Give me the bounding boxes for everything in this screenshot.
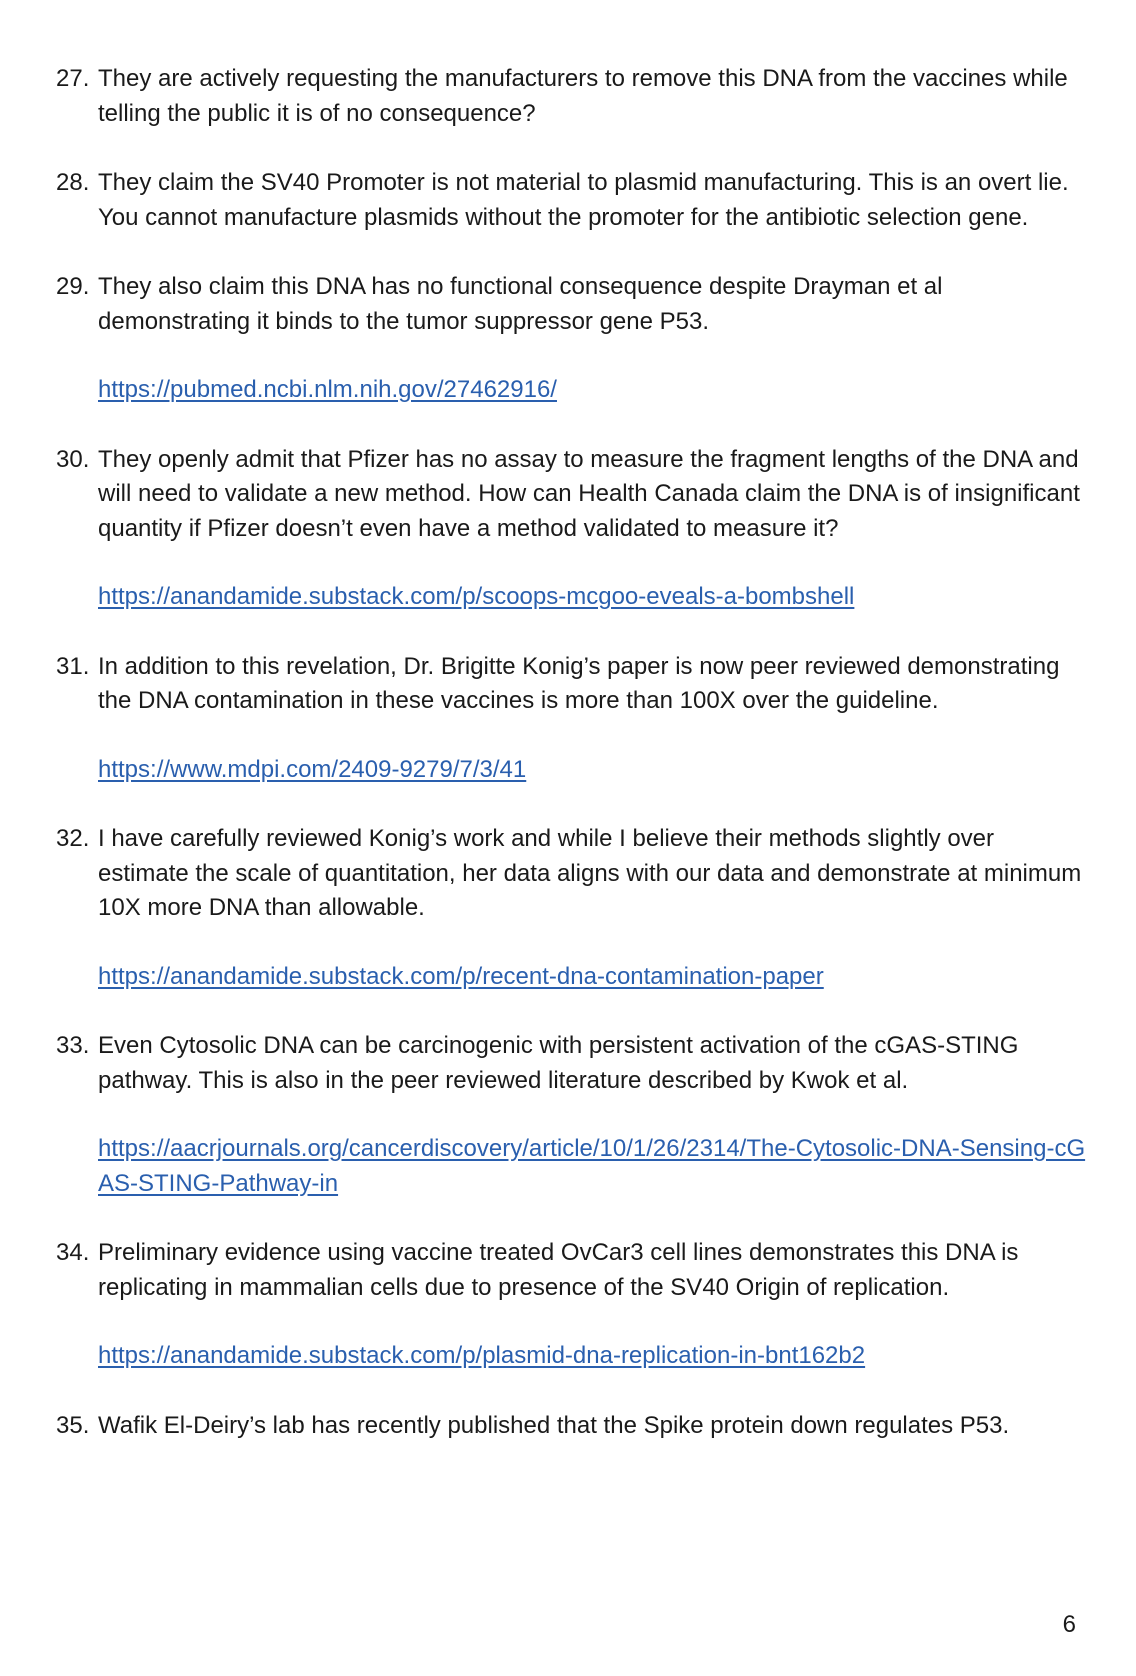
item-number: 31. (56, 652, 90, 680)
list-item (56, 62, 1086, 131)
list-item (56, 166, 1086, 235)
item-body (98, 443, 1086, 615)
reference-link[interactable]: https://anandamide.substack.com/p/plasmid-dna-replication-in-bnt162b2 (98, 1342, 866, 1369)
item-text: Preliminary evidence using vaccine treated OvCar3 cell lines demonstrates this DNA is replicating in mammalian cells due to presence of the SV40 Origin of replication. (98, 1239, 1019, 1301)
item-text: They claim the SV40 Promoter is not material to plasmid manufacturing. This is an overt lie. You cannot manufacture plasmids without the promoter for the antibiotic selection gene. (98, 169, 1069, 231)
item-body (98, 1029, 1086, 1201)
item-number: 27. (56, 65, 90, 92)
item-body (98, 1236, 1086, 1374)
item-body (98, 270, 1086, 408)
list-item (56, 1236, 1086, 1374)
reference-link[interactable]: https://anandamide.substack.com/p/scoops-mcgoo-eveals-a-bombshell (98, 583, 855, 610)
item-number: 32. (56, 825, 90, 852)
item-text: They are actively requesting the manufacturers to remove this DNA from the vaccines while telling the public it is of no consequence? (98, 65, 1068, 127)
item-number: 30. (56, 445, 90, 473)
item-body (98, 62, 1086, 131)
list-item (56, 822, 1086, 994)
item-text: They openly admit that Pfizer has no assay to measure the fragment lengths of the DNA and will need to validate a new method. How can Health Canada claim the DNA is of insignificant quantity if Pfizer doesn’t even have a method validated to measure it? (98, 445, 1080, 542)
reference-link[interactable]: https://anandamide.substack.com/p/recent-dna-contamination-paper (98, 962, 824, 990)
item-number: 34. (56, 1239, 90, 1266)
reference-link[interactable]: https://www.mdpi.com/2409-9279/7/3/41 (98, 755, 527, 783)
item-body (98, 1409, 1086, 1444)
item-text: I have carefully reviewed Konig’s work and while I believe their methods slightly over estimate the scale of quantitation, her data aligns with our data and demonstrate at minimum 10X more DNA than allowable. (98, 825, 1082, 921)
list-item (56, 1409, 1086, 1444)
reference-link[interactable]: https://pubmed.ncbi.nlm.nih.gov/27462916/ (98, 376, 557, 403)
item-text: Even Cytosolic DNA can be carcinogenic with persistent activation of the cGAS-STING pathway. This is also in the peer reviewed literature described by Kwok et al. (98, 1032, 1019, 1094)
item-body (98, 166, 1086, 235)
item-body (98, 650, 1086, 788)
item-number: 33. (56, 1032, 90, 1059)
numbered-list (56, 62, 1086, 1478)
list-item (56, 270, 1086, 408)
item-number: 28. (56, 169, 90, 196)
item-text: They also claim this DNA has no functional consequence despite Drayman et al demonstrating it binds to the tumor suppressor gene P53. (98, 273, 943, 335)
item-number: 35. (56, 1411, 90, 1439)
list-item (56, 650, 1086, 788)
list-item (56, 443, 1086, 615)
page-number: 6 (1062, 1611, 1076, 1638)
item-text: Wafik El-Deiry’s lab has recently published that the Spike protein down regulates P53. (98, 1411, 1010, 1439)
item-body (98, 822, 1086, 994)
item-number: 29. (56, 273, 90, 300)
item-text: In addition to this revelation, Dr. Brigitte Konig’s paper is now peer reviewed demonstrating the DNA contamination in these vaccines is more than 100X over the guideline. (98, 652, 1060, 714)
reference-link[interactable]: https://aacrjournals.org/cancerdiscovery/article/10/1/26/2314/The-Cytosolic-DNA-Sensing-cGAS-STING-Pathway-in (98, 1135, 1086, 1197)
list-item (56, 1029, 1086, 1201)
